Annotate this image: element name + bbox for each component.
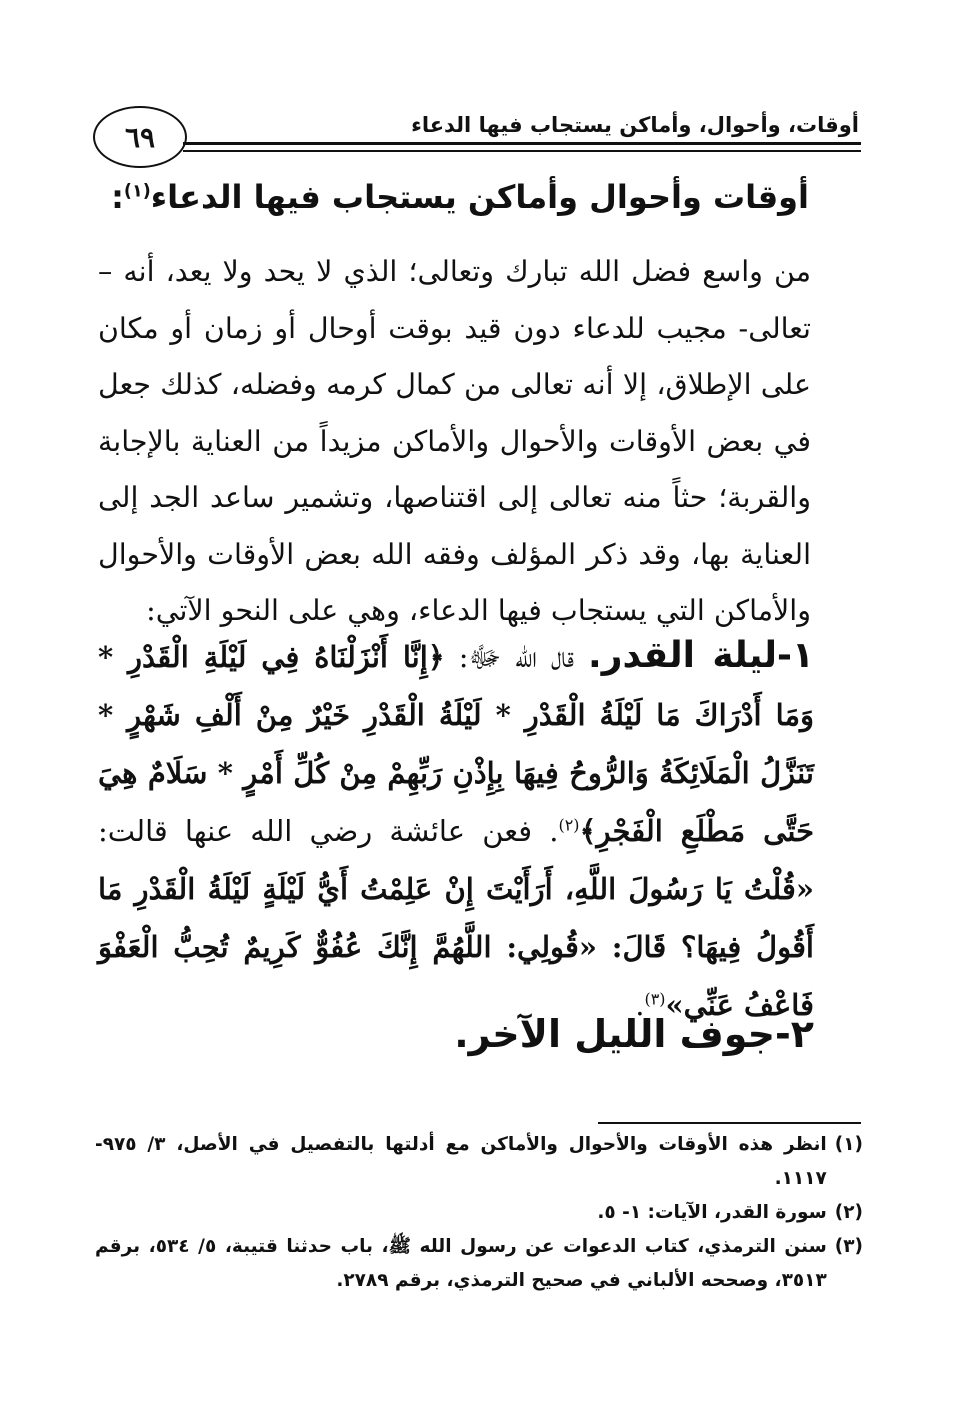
footnote-number: (١) <box>834 1134 863 1155</box>
header-rule-thin <box>183 150 861 152</box>
footnote-ref-3: (٣) <box>644 989 666 1009</box>
section-title-colon: : <box>111 178 124 216</box>
item-laylat-al-qadr <box>98 627 814 1034</box>
hadith-text: «قُلْتُ يَا رَسُولَ اللَّهِ، أَرَأَيْتَ إِنْ عَلِمْتُ أَيُّ لَيْلَةٍ لَيْلَةُ الْقَدْرِ مَا أَقُولُ فِيهَا؟ قَالَ: «قُولِي: اللَّهُمَّ إِنَّكَ عُفُوٌّ كَرِيمٌ تُحِبُّ الْعَفْوَ فَاعْفُ عَنِّي» <box>98 872 814 1022</box>
footnote-text: انظر هذه الأوقات والأحوال والأماكن مع أدلتها بالتفصيل في الأصل، ٣/ ٩٧٥- ١١١٧. <box>95 1134 827 1189</box>
item1-end: . <box>635 988 645 1022</box>
quran-verse: ﴿إِنَّا أَنْزَلْنَاهُ فِي لَيْلَةِ الْقَدْرِ * وَمَا أَدْرَاكَ مَا لَيْلَةُ الْقَدْرِ * لَيْلَةُ الْقَدْرِ خَيْرٌ مِنْ أَلْفِ شَهْرٍ * تَنَزَّلُ الْمَلَائِكَةُ وَالرُّوحُ فِيهَا بِإِذْنِ رَبِّهِمْ مِنْ كُلِّ أَمْرٍ * سَلَامٌ هِيَ حَتَّى مَطْلَعِ الْفَجْرِ﴾ <box>98 640 814 848</box>
footnote-number: (٣) <box>834 1236 863 1257</box>
footnote-number: (٢) <box>834 1202 863 1223</box>
footnote-ref-1: (١) <box>123 181 151 202</box>
item1-heading: ١-ليلة القدر. <box>588 635 814 676</box>
footnote-3 <box>95 1230 863 1298</box>
page-number-oval <box>93 106 187 168</box>
header-rule-thick <box>183 142 861 145</box>
intro-paragraph: من واسع فضل الله تبارك وتعالى؛ الذي لا يحد ولا يعد، أنه – تعالى- مجيب للدعاء دون قيد بوقت أوحال أو زمان أو مكان على الإطلاق، إلا أنه تعالى من كمال كرمه وفضله، كذلك جعل في بعض الأوقات والأحوال والأماكن مزيداً من العناية بالإجابة والقربة؛ حثاً منه تعالى إلى اقتناصها، وتشمير ساعد الجد إلى العناية بها، وقد ذكر المؤلف وفقه الله بعض الأوقات والأحوال والأماكن التي يستجاب فيها الدعاء، وهي على النحو الآتي: <box>98 255 811 627</box>
narration-intro: . فعن عائشة رضي الله عنها قالت: <box>98 814 559 848</box>
footnote-ref-2: (٢) <box>558 815 580 835</box>
section-title <box>111 178 809 216</box>
footnote-separator <box>598 1122 861 1124</box>
footnote-2 <box>95 1196 863 1230</box>
running-title: أوقات، وأحوال، وأماكن يستجاب فيها الدعاء <box>411 113 859 137</box>
section-title-text: أوقات وأحوال وأماكن يستجاب فيها الدعاء <box>150 178 809 216</box>
item1-intro: قال الله ﷻ: <box>444 640 575 674</box>
footnote-1 <box>95 1128 863 1196</box>
footnote-text: سورة القدر، الآيات: ١- ٥. <box>597 1202 827 1223</box>
footnotes <box>95 1128 863 1298</box>
item2-heading: ٢-جوف الليل الآخر. <box>454 1012 814 1056</box>
page-number: ٦٩ <box>124 120 156 154</box>
footnote-text: سنن الترمذي، كتاب الدعوات عن رسول الله ﷺ، باب حدثنا قتيبة، ٥/ ٥٣٤، برقم ٣٥١٣، وصححه الألباني في صحيح الترمذي، برقم ٢٧٨٩. <box>95 1236 827 1291</box>
